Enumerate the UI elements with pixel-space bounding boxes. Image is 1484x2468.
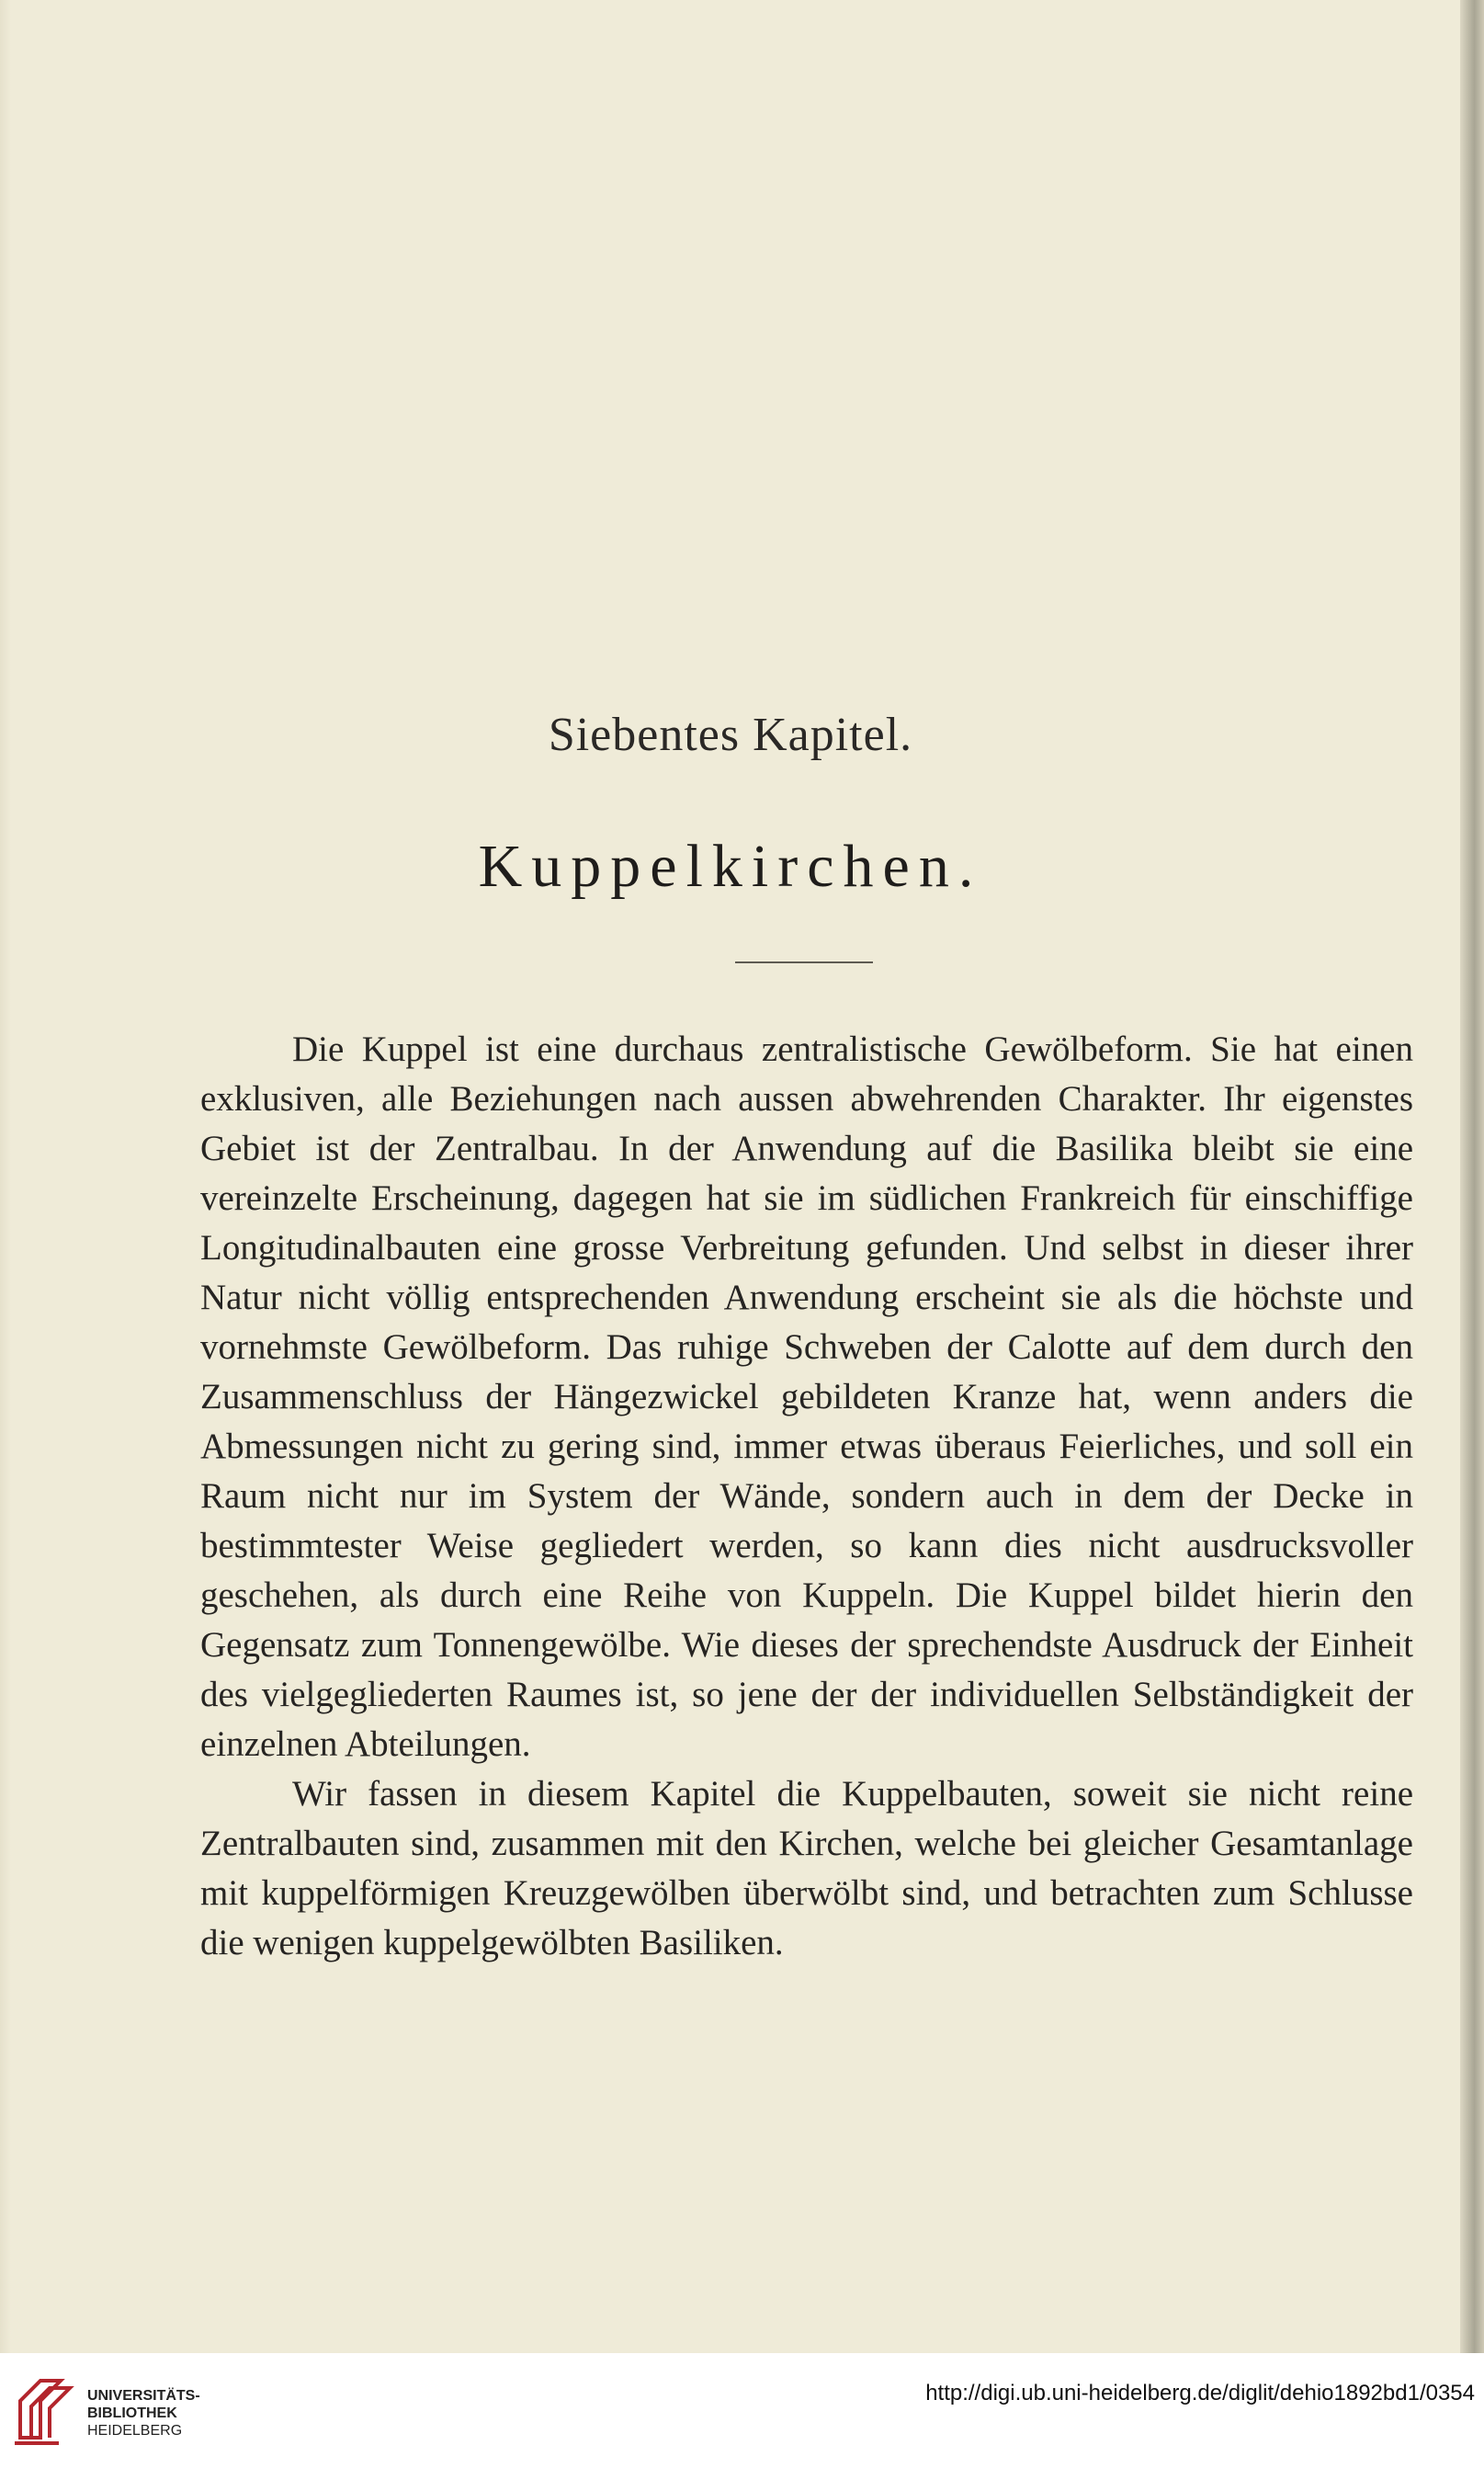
chapter-title: Kuppelkirchen. [478,833,983,900]
library-name-line2: BIBLIOTHEK [87,2405,177,2421]
library-name [87,2387,200,2440]
body-text [200,1025,1413,1968]
paragraph-1: Die Kuppel ist eine durchaus zentralistische Gewölbeform. Sie hat einen exklusiven, alle Beziehungen nach aussen abwehrenden Charakter. Ihr eigenstes Gebiet ist der Zentralbau. In der Anwendung auf die Basilika bleibt sie eine vereinzelte Erscheinung, dagegen hat sie im südlichen Frankreich für einschiffige Longitudinalbauten eine grosse Verbreitung gefunden. Und selbst in dieser ihrer Natur nicht völlig entsprechenden Anwendung erscheint sie als die höchste und vornehmste Gewölbeform. Das ruhige Schweben der Calotte auf dem durch den Zusammenschluss der Hängezwickel gebildeten Kranze hat, wenn anders die Abmessungen nicht zu gering sind, immer etwas überaus Feierliches, und soll ein Raum nicht nur im System der Wände, sondern auch in dem der Decke in bestimmtester Weise gegliedert werden, so kann dies nicht ausdrucksvoller geschehen, als durch eine Reihe von Kuppeln. Die Kuppel bildet hierin den Gegensatz zum Tonnengewölbe. Wie dieses der sprechendste Ausdruck der Einheit des vielgegliederten Raumes ist, so jene der der individuellen Selbständigkeit der einzelnen Abteilungen. [200,1029,1413,1764]
page-right-edge [1460,0,1484,2353]
paragraph-2: Wir fassen in diesem Kapitel die Kuppelbauten, soweit sie nicht reine Zentralbauten sind, zusammen mit den Kirchen, welche bei gleicher Gesamtanlage mit kuppelförmigen Kreuzgewölben überwölbt sind, und betrachten zum Schlusse die wenigen kuppelgewölbten Basiliken. [200,1774,1413,1962]
library-name-line3: HEIDELBERG [87,2423,183,2439]
page-left-edge [0,0,11,2353]
title-divider [735,961,873,963]
chapter-label: Siebentes Kapitel. [548,709,913,761]
library-name-line1: UNIVERSITÄTS- [87,2388,200,2404]
source-url-link[interactable]: http://digi.ub.uni-heidelberg.de/diglit/dehio1892bd1/0354 [925,2381,1475,2405]
ub-heidelberg-logo-icon [13,2373,79,2447]
footer-bar [0,2353,1484,2468]
